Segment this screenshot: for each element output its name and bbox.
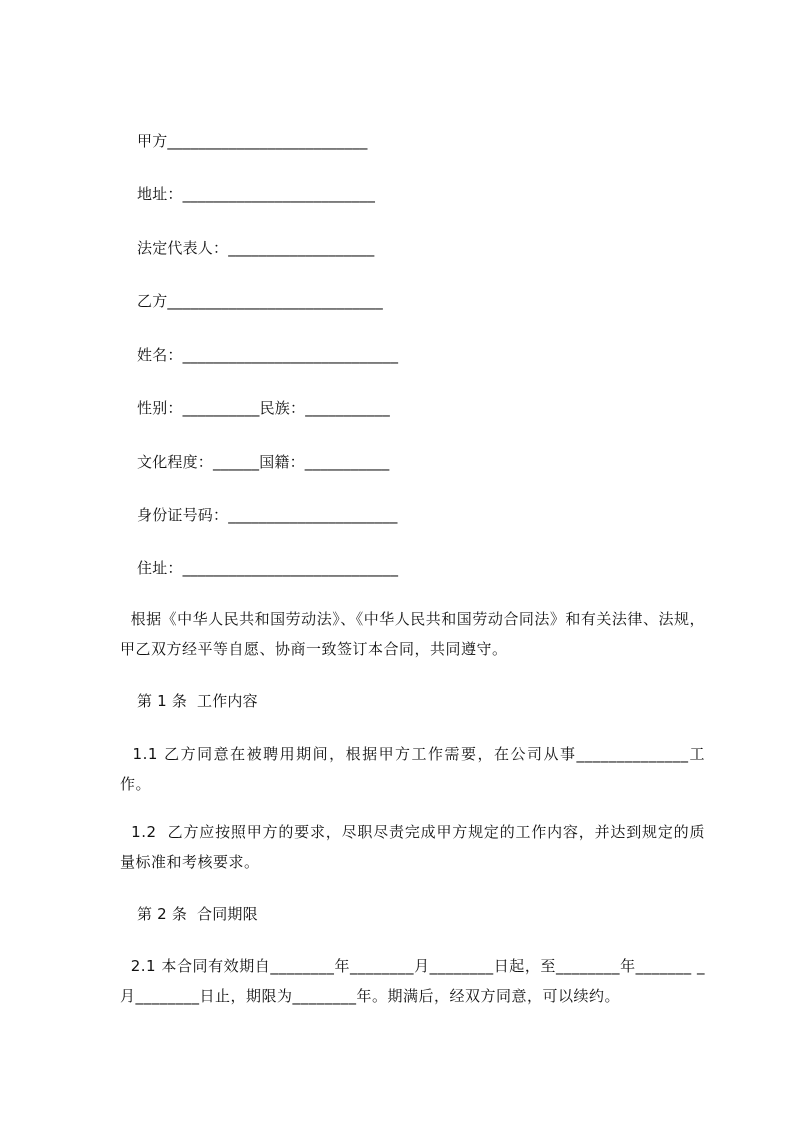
preamble-paragraph: 根据《中华人民共和国劳动法》、《中华人民共和国劳动合同法》和有关法律、法规，甲乙双方经平等自愿、协商一致签订本合同，共同遵守。 (120, 610, 705, 658)
residence-field: 住址：____________________________ (137, 559, 399, 577)
clause-2-1: 2.1 本合同有效期自________年________月________日起，至________年_______ _月________日止，期限为________年。期满后，经双方同意，可以续约。 (120, 957, 705, 1005)
name-field: 姓名：____________________________ (137, 346, 399, 364)
party-b-field: 乙方____________________________ (137, 292, 384, 310)
legal-representative-field: 法定代表人：___________________ (137, 239, 375, 257)
id-number-field: 身份证号码：______________________ (137, 506, 398, 524)
party-a-field: 甲方__________________________ (137, 132, 368, 150)
clause-1-1: 1.1 乙方同意在被聘用期间，根据甲方工作需要，在公司从事______________工作。 (120, 745, 705, 793)
education-nationality-field: 文化程度：______国籍：___________ (137, 453, 390, 471)
article-1-title: 第 1 条 工作内容 (137, 692, 258, 710)
address-field: 地址：_________________________ (137, 185, 376, 203)
gender-ethnicity-field: 性别：__________民族：___________ (137, 399, 390, 417)
article-2-title: 第 2 条 合同期限 (137, 905, 258, 923)
clause-1-2: 1.2 乙方应按照甲方的要求，尽职尽责完成甲方规定的工作内容，并达到规定的质量标准和考核要求。 (120, 823, 705, 871)
